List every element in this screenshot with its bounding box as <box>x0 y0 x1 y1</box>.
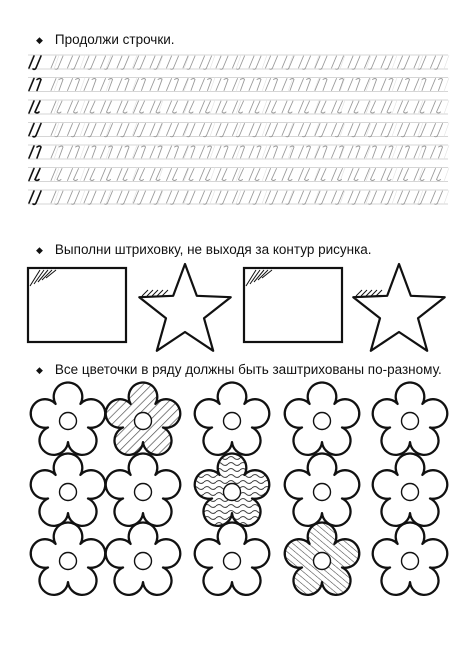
flower <box>373 453 448 525</box>
flower <box>373 522 448 594</box>
copybook-row <box>28 168 449 182</box>
task-instruction: Все цветочки в ряду должны быть заштрихованы по-разному. <box>54 362 442 377</box>
hatching-rectangle <box>28 268 126 342</box>
copybook-row <box>28 145 449 159</box>
copybook-practice-lines <box>0 0 474 240</box>
copybook-row <box>28 55 449 69</box>
bullet-icon: ◆ <box>36 245 43 255</box>
flower <box>31 382 106 454</box>
task-instruction: Выполни штриховку, не выходя за контур рисунка. <box>54 242 372 257</box>
copybook-row <box>28 78 449 92</box>
flower <box>285 382 360 454</box>
bullet-icon: ◆ <box>36 35 43 45</box>
flower <box>285 522 360 594</box>
flower <box>31 453 106 525</box>
copybook-row <box>28 190 449 204</box>
flower <box>195 522 270 594</box>
flower <box>285 453 360 525</box>
task-instruction: Продолжи строчки. <box>54 32 175 47</box>
copybook-row <box>28 100 449 114</box>
bullet-icon: ◆ <box>36 365 43 375</box>
task-heading-flowers <box>36 362 442 378</box>
hatching-star <box>139 264 230 351</box>
flower <box>106 522 181 594</box>
hatching-rectangle <box>244 268 342 342</box>
flowers-grid <box>0 383 474 653</box>
flower <box>106 453 181 525</box>
flower <box>106 382 181 454</box>
flower <box>31 522 106 594</box>
flower <box>195 453 270 525</box>
task-heading-hatching <box>36 242 372 258</box>
flower <box>195 382 270 454</box>
hatching-star <box>353 264 444 351</box>
flower <box>373 382 448 454</box>
copybook-row <box>28 123 449 137</box>
hatching-shapes-row <box>0 260 474 360</box>
